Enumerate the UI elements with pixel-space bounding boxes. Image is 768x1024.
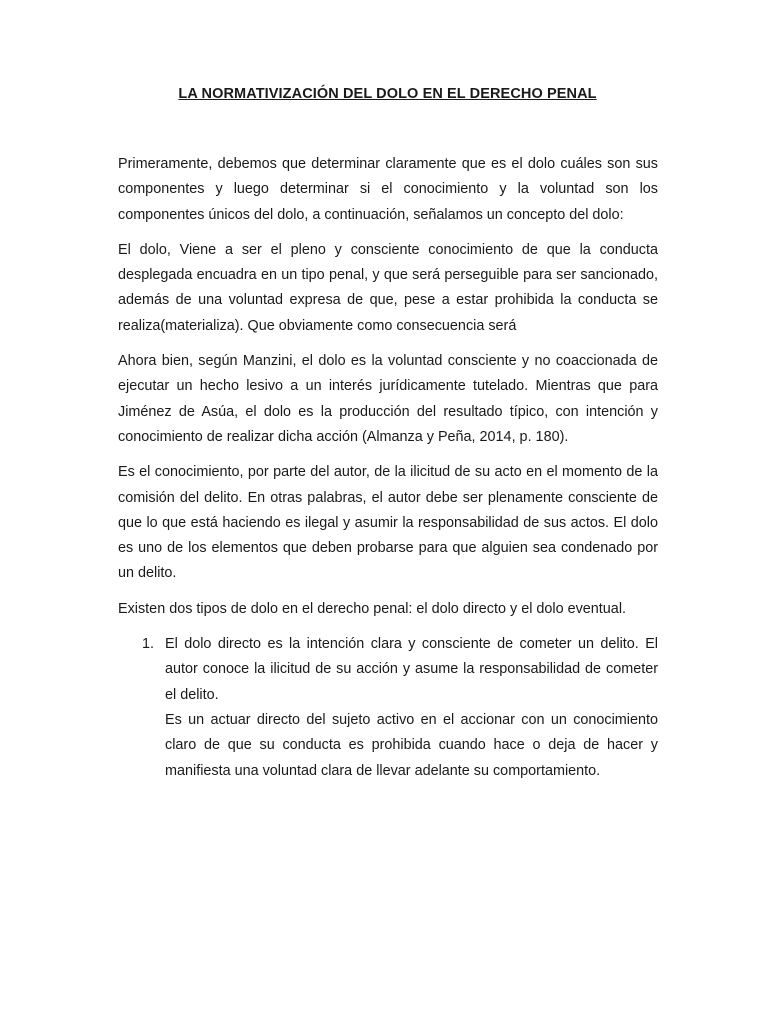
list-item-number: 1. — [142, 636, 155, 653]
document-title: LA NORMATIVIZACIÓN DEL DOLO EN EL DERECHO PENAL — [178, 86, 597, 102]
paragraph: Primeramente, debemos que determinar claramente que es el dolo cuáles son sus componentes y luego determinar si el conocimiento y la voluntad son los componentes únicos del dolo, a continuación, señalamos un concepto del dolo: — [118, 156, 658, 223]
paragraph: Existen dos tipos de dolo en el derecho penal: el dolo directo y el dolo eventual. — [118, 600, 627, 617]
numbered-list — [118, 632, 658, 784]
document-body — [118, 152, 658, 784]
paragraph: Ahora bien, según Manzini, el dolo es la voluntad consciente y no coaccionada de ejecutar un hecho lesivo a un interés jurídicamente tutelado. Mientras que para Jiménez de Asúa, el dolo es la producción del resultado típico, con intención y conocimiento de realizar dicha acción (Almanza y Peña, 2014, p. 180). — [118, 353, 658, 445]
paragraph: Es el conocimiento, por parte del autor, de la ilicitud de su acto en el momento de la comisión del delito. En otras palabras, el autor debe ser plenamente consciente de que lo que está haciendo es ilegal y asumir la responsabilidad de sus actos. El dolo es uno de los elementos que deben probarse para que alguien sea condenado por un delito. — [118, 464, 658, 582]
list-item — [118, 632, 658, 784]
paragraph: El dolo, Viene a ser el pleno y consciente conocimiento de que la conducta desplegada encuadra en un tipo penal, y que será perseguible para ser sancionado, además de una voluntad expresa de que, pese a estar prohibida la conducta se realiza(materializa). Que obviamente como consecuencia será — [118, 241, 658, 334]
list-item-text: El dolo directo es la intención clara y consciente de cometer un delito. El autor conoce la ilicitud de su acción y asume la responsabilidad de cometer el delito. — [165, 636, 658, 703]
list-item-text: Es un actuar directo del sujeto activo en el accionar con un conocimiento claro de que su conducta es prohibida cuando hace o deja de hacer y manifiesta una voluntad clara de llevar adelante su comportamiento. — [165, 711, 658, 779]
